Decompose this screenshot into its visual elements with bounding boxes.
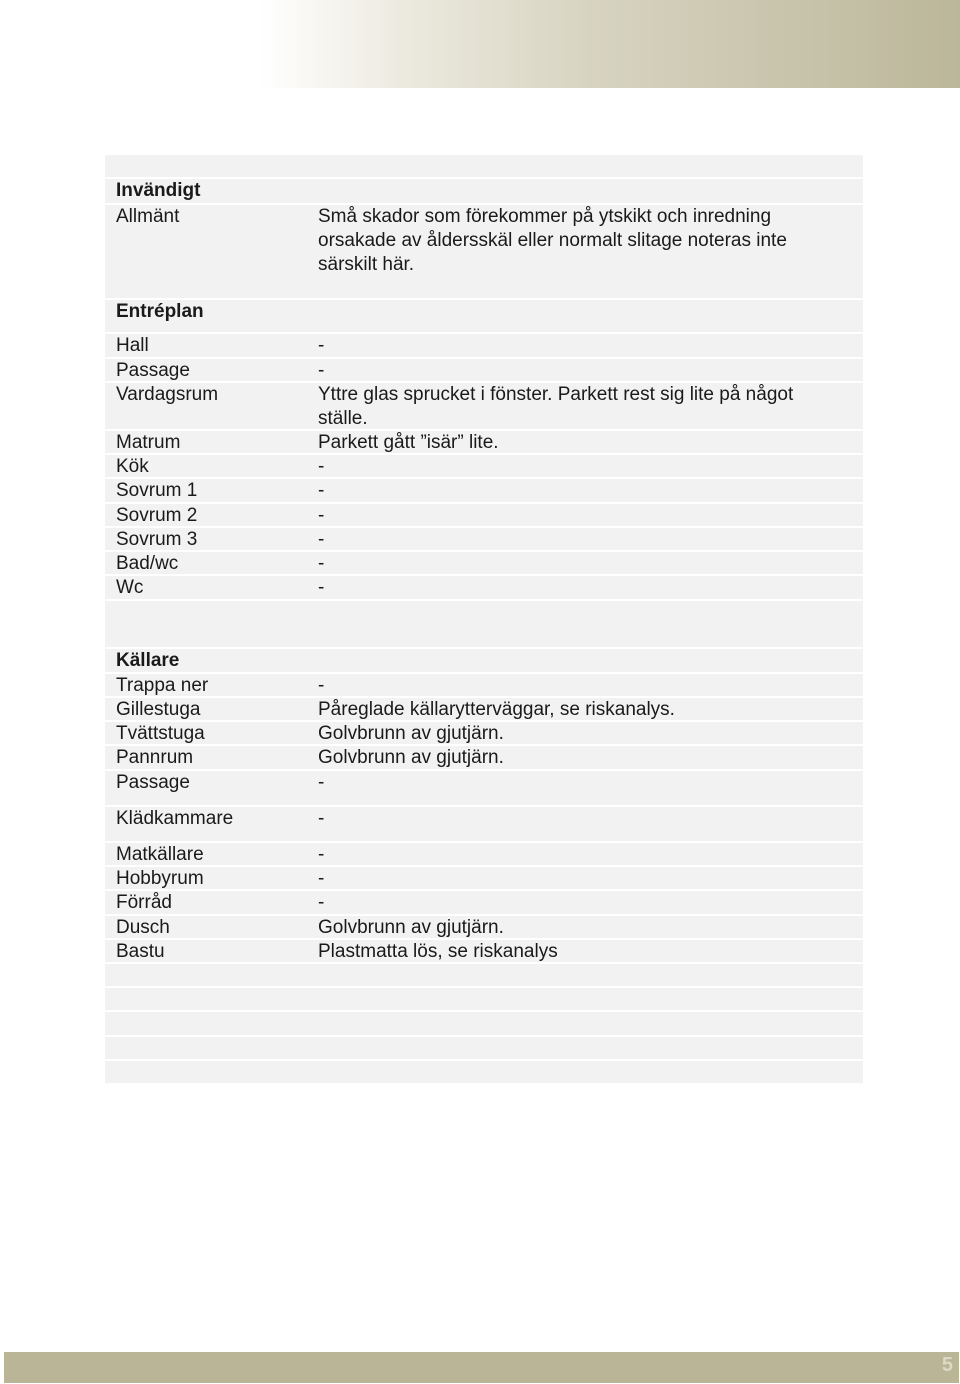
table-row xyxy=(105,332,863,357)
table-row xyxy=(105,720,863,744)
room-label: Klädkammare xyxy=(116,808,234,829)
table-row xyxy=(105,477,863,502)
table-row xyxy=(105,526,863,550)
room-label: Bad/wc xyxy=(116,553,179,574)
room-note: - xyxy=(318,892,325,913)
room-label: Trappa ner xyxy=(116,675,209,696)
room-note: Golvbrunn av gjutjärn. xyxy=(318,917,504,938)
room-label: Gillestuga xyxy=(116,699,201,720)
room-note: Yttre glas sprucket i fönster. Parkett rest sig lite på något ställe. xyxy=(318,384,794,429)
room-note: - xyxy=(318,456,325,477)
room-note: Plastmatta lös, se riskanalys xyxy=(318,941,558,962)
table-row xyxy=(105,550,863,574)
room-label: Hobbyrum xyxy=(116,868,204,889)
table-row xyxy=(105,453,863,477)
room-label: Matkällare xyxy=(116,844,204,865)
table-row xyxy=(105,744,863,769)
room-note: Golvbrunn av gjutjärn. xyxy=(318,723,504,744)
spacer-row xyxy=(105,986,863,1010)
room-label: Sovrum 2 xyxy=(116,505,198,526)
room-note: Golvbrunn av gjutjärn. xyxy=(318,747,504,768)
room-note: Påreglade källarytterväggar, se riskanalys. xyxy=(318,699,675,720)
table-row xyxy=(105,696,863,720)
spacer-row xyxy=(105,1010,863,1035)
spacer-row xyxy=(105,962,863,986)
room-label: Kök xyxy=(116,456,149,477)
footer-bar xyxy=(4,1352,959,1383)
room-label: Dusch xyxy=(116,917,170,938)
section-heading: Invändigt xyxy=(116,180,201,201)
table-row xyxy=(105,357,863,381)
room-label: Passage xyxy=(116,772,190,793)
table-row xyxy=(105,769,863,805)
table-row xyxy=(105,914,863,938)
inspection-table xyxy=(105,155,863,1083)
room-note: - xyxy=(318,844,325,865)
room-label: Tvättstuga xyxy=(116,723,205,744)
room-label: Sovrum 1 xyxy=(116,480,198,501)
room-note: - xyxy=(318,505,325,526)
room-note: - xyxy=(318,480,325,501)
table-row xyxy=(105,805,863,841)
table-row xyxy=(105,865,863,889)
table-row xyxy=(105,889,863,914)
room-note: - xyxy=(318,360,325,381)
section-heading: Källare xyxy=(116,650,180,671)
room-note: - xyxy=(318,675,325,696)
section-heading: Entréplan xyxy=(116,301,204,322)
room-label: Hall xyxy=(116,335,149,356)
page-number: 5 xyxy=(941,1354,953,1376)
room-note: - xyxy=(318,335,325,356)
room-note: - xyxy=(318,808,325,829)
room-label: Wc xyxy=(116,577,144,598)
room-note: - xyxy=(318,553,325,574)
room-label: Vardagsrum xyxy=(116,384,219,405)
room-note: Parkett gått ”isär” lite. xyxy=(318,432,499,453)
header-bar xyxy=(0,0,960,88)
table-row xyxy=(105,502,863,526)
room-label: Pannrum xyxy=(116,747,194,768)
table-row xyxy=(105,938,863,962)
spacer-row xyxy=(105,599,863,623)
table-row xyxy=(105,203,863,275)
room-note: - xyxy=(318,772,325,793)
room-label: Sovrum 3 xyxy=(116,529,198,550)
table-row xyxy=(105,672,863,696)
room-label: Passage xyxy=(116,360,190,381)
room-label: Allmänt xyxy=(116,206,180,227)
section-heading-kallare xyxy=(105,647,863,672)
table-row xyxy=(105,574,863,599)
room-label: Förråd xyxy=(116,892,172,913)
table-row xyxy=(105,429,863,453)
table-row xyxy=(105,841,863,865)
spacer-row xyxy=(105,1059,863,1083)
section-heading-invandigt xyxy=(105,177,863,203)
room-note: - xyxy=(318,577,325,598)
table-row xyxy=(105,381,863,429)
spacer-row xyxy=(105,1035,863,1059)
section-heading-entreplan xyxy=(105,298,863,332)
room-note: - xyxy=(318,529,325,550)
room-label: Bastu xyxy=(116,941,165,962)
room-note: Små skador som förekommer på ytskikt och inredning orsakade av åldersskäl eller normalt slitage noteras inte särskilt här. xyxy=(318,206,787,275)
room-label: Matrum xyxy=(116,432,181,453)
room-note: - xyxy=(318,868,325,889)
